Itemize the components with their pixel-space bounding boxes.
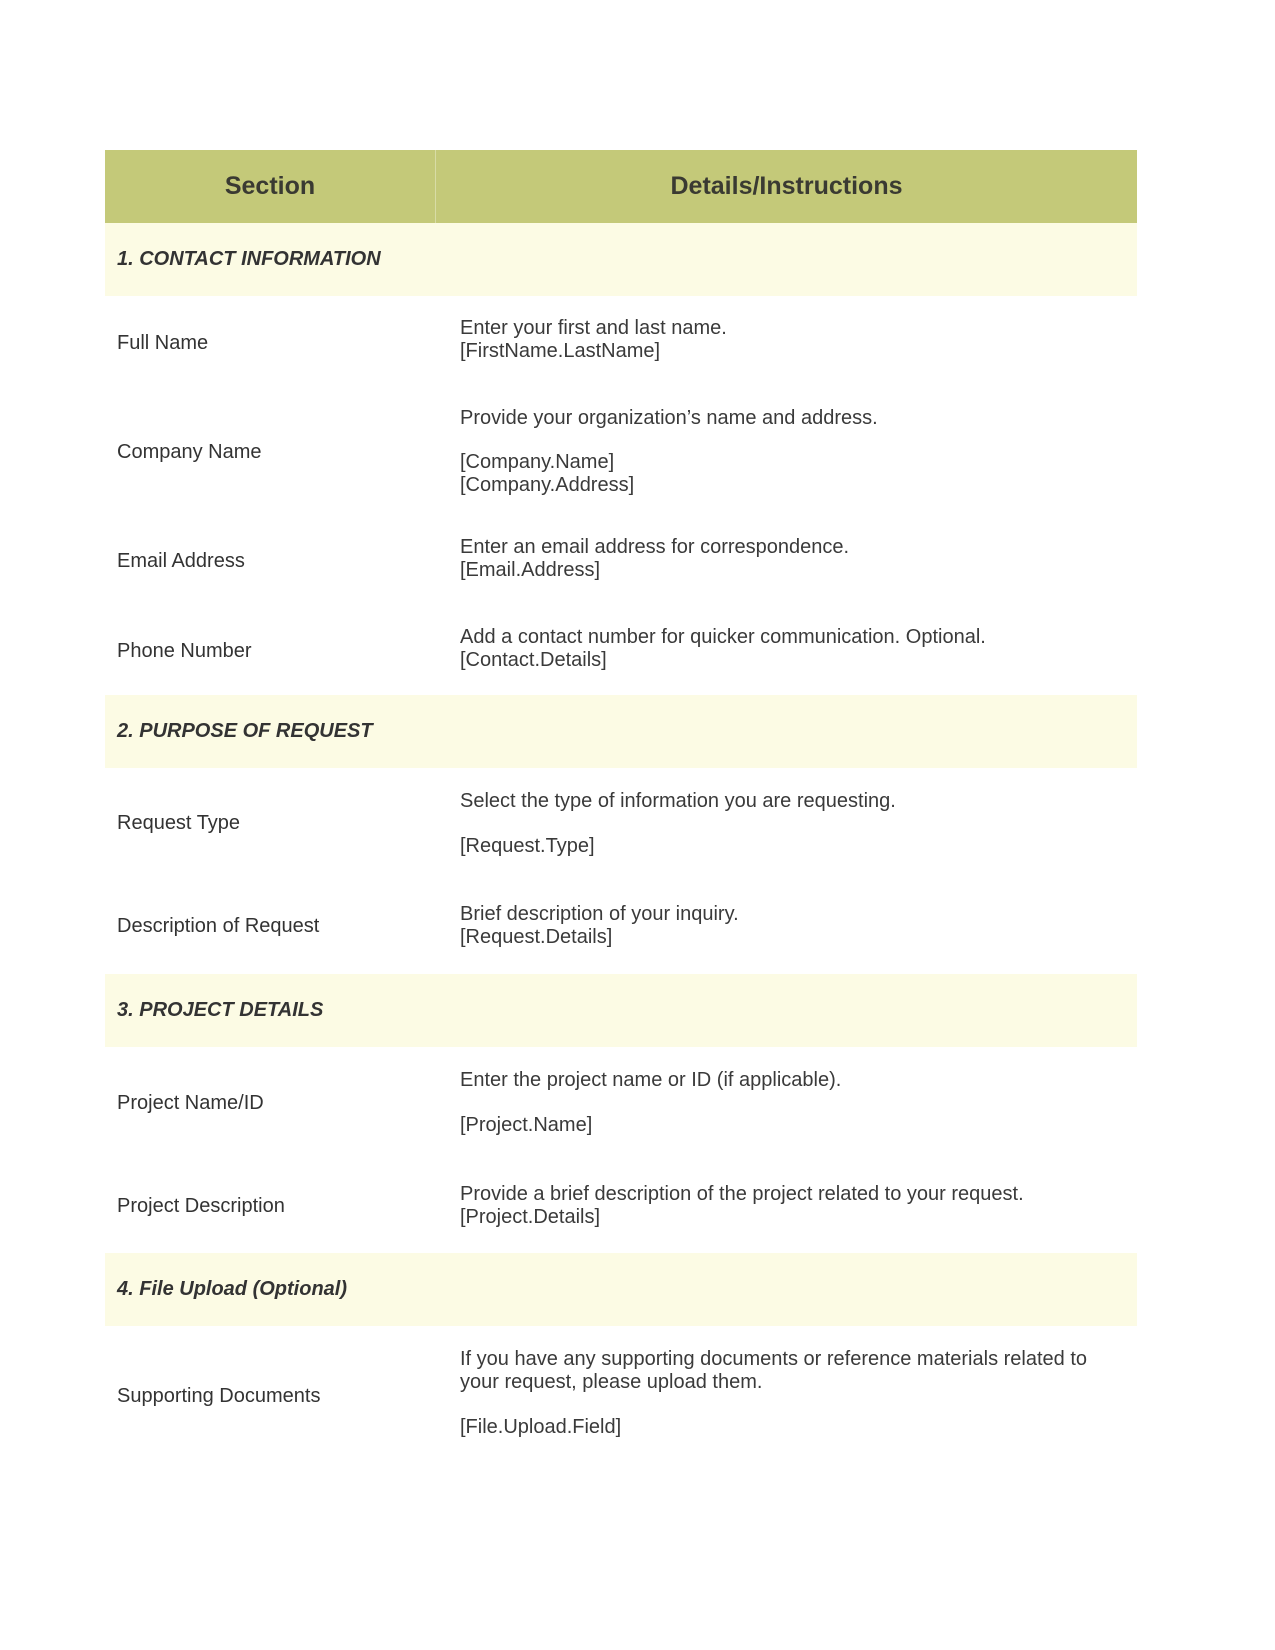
table-row [105,607,1137,695]
field-placeholder: [Project.Name] [460,1114,593,1136]
request-form-table [105,150,1137,1466]
header-section: Section [105,150,436,223]
field-details [447,1160,1137,1253]
table-row [105,515,1137,607]
table-row [105,1047,1137,1160]
field-label: Description of Request [117,914,320,937]
field-placeholder: [Request.Details] [460,926,613,948]
field-instruction: Enter an email address for correspondence. [460,536,850,558]
field-label: Supporting Documents [117,1384,321,1407]
section-file-upload: 4. File Upload (Optional) [105,1253,1137,1326]
table-row [105,768,1137,878]
field-placeholder: [Contact.Details] [460,649,607,671]
field-label: Project Description [117,1195,285,1217]
field-instruction: If you have any supporting documents or reference materials related to your request, please upload them. [460,1348,1088,1393]
field-label: Project Name/ID [117,1092,264,1114]
section-purpose-of-request: 2. PURPOSE OF REQUEST [105,695,1137,768]
field-label: Company Name [117,441,262,463]
field-placeholder: [Project.Details] [460,1206,601,1228]
field-details [447,296,1137,390]
field-instruction: Provide your organization’s name and address. [460,407,878,429]
section-project-details: 3. PROJECT DETAILS [105,974,1137,1047]
table-row [105,1160,1137,1253]
table-row [105,1326,1137,1466]
field-instruction: Enter the project name or ID (if applicable). [460,1069,842,1091]
header-details: Details/Instructions [670,172,903,200]
field-instruction: Provide a brief description of the project related to your request. [460,1183,1024,1205]
section-contact-information: 1. CONTACT INFORMATION [105,223,1137,296]
field-details [447,515,1137,607]
table-header [105,150,1137,223]
field-placeholder: [Company.Name] [460,451,615,473]
field-details [447,607,1137,695]
field-details [447,1326,1137,1466]
field-details [447,1047,1137,1160]
field-placeholder: [Request.Type] [460,835,595,857]
field-details [447,768,1137,878]
field-label: Email Address [117,549,245,572]
table-row [105,390,1137,515]
field-placeholder: [Company.Address] [460,474,635,496]
field-instruction: Enter your first and last name. [460,317,727,339]
table-row [105,878,1137,974]
field-placeholder: [Email.Address] [460,559,601,581]
field-label: Full Name [117,331,209,354]
field-details [447,390,1137,515]
field-details [447,878,1137,974]
field-instruction: Select the type of information you are requesting. [460,790,896,812]
table-row [105,296,1137,390]
field-label: Phone Number [117,639,252,662]
field-label: Request Type [117,811,241,834]
field-placeholder: [File.Upload.Field] [460,1416,622,1438]
field-instruction: Add a contact number for quicker communication. Optional. [460,626,986,648]
field-placeholder: [FirstName.LastName] [460,340,661,362]
field-instruction: Brief description of your inquiry. [460,903,739,925]
